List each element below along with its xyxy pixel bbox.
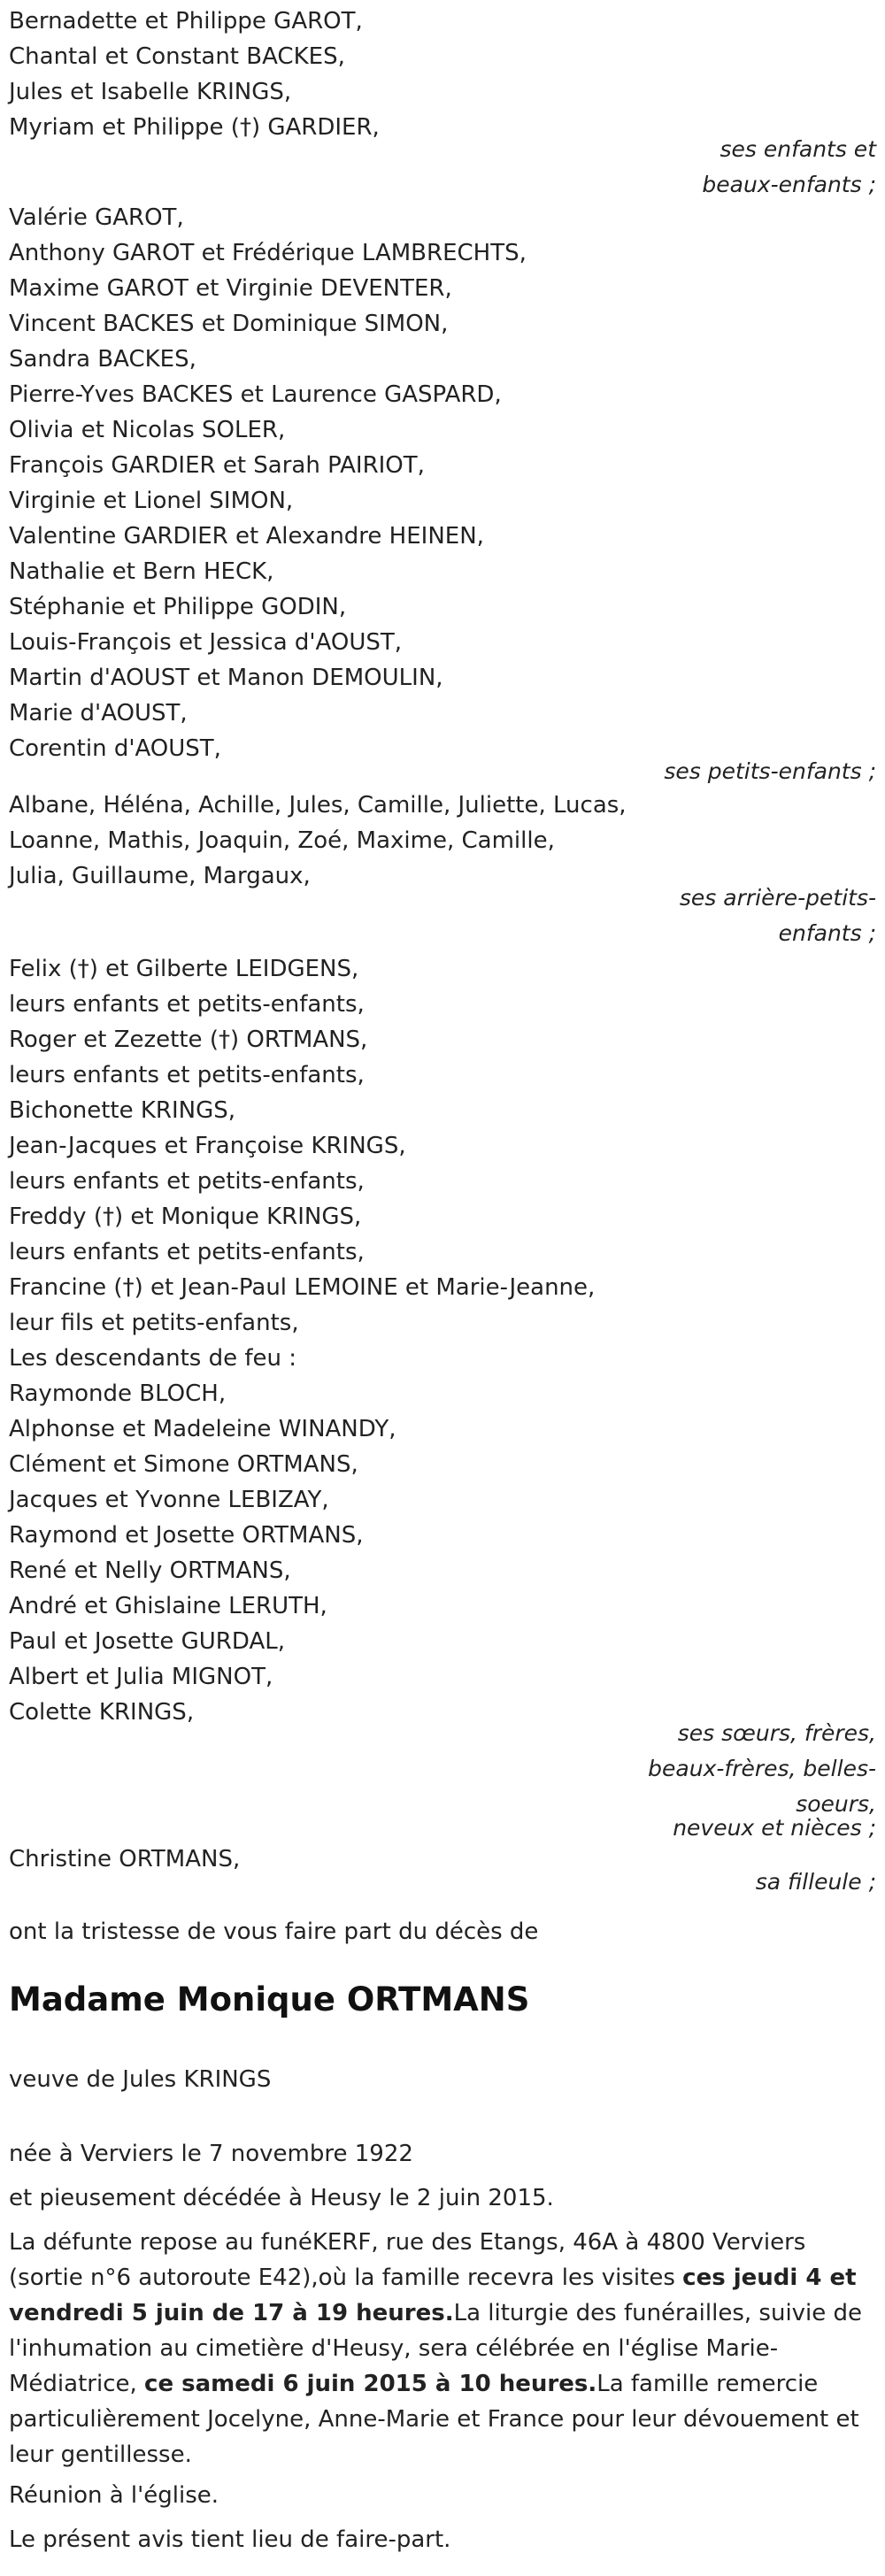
grandchild-name: Corentin d'AOUST, <box>9 735 221 762</box>
grandchild-name: Louis-François et Jessica d'AOUST, <box>9 629 403 656</box>
great-grandchild-names: Loanne, Mathis, Joaquin, Zoé, Maxime, Camille, <box>9 827 555 854</box>
grandchild-name: Pierre-Yves BACKES et Laurence GASPARD, <box>9 381 502 408</box>
sibling-name: Jacques et Yvonne LEBIZAY, <box>9 1487 329 1513</box>
sibling-name: André et Ghislaine LERUTH, <box>9 1593 327 1619</box>
sibling-name: Alphonse et Madeleine WINANDY, <box>9 1416 396 1442</box>
great-grandchildren-role: ses arrière-petits- <box>679 885 876 911</box>
grandchild-name: Marie d'AOUST, <box>9 700 188 727</box>
grandchild-name: Martin d'AOUST et Manon DEMOULIN, <box>9 665 443 691</box>
children-role: beaux-enfants ; <box>702 172 876 197</box>
visit-days-text: ces jeudi 4 et vendredi 5 juin de 17 à 19 heures. <box>9 2265 857 2326</box>
sibling-name: Les descendants de feu : <box>9 1345 296 1372</box>
great-grandchild-names: Albane, Héléna, Achille, Jules, Camille, Juliette, Lucas, <box>9 792 627 819</box>
goddaughter-name: Christine ORTMANS, <box>9 1846 241 1872</box>
notice-text: Le présent avis tient lieu de faire-part. <box>9 2526 451 2553</box>
sibling-name: leur fils et petits-enfants, <box>9 1310 299 1336</box>
grandchild-name: Maxime GAROT et Virginie DEVENTER, <box>9 275 452 302</box>
great-grandchildren-role: enfants ; <box>778 920 876 946</box>
birth-text: née à Verviers le 7 novembre 1922 <box>9 2141 413 2167</box>
sibling-name: Raymond et Josette ORTMANS, <box>9 1522 364 1549</box>
sibling-name: leurs enfants et petits-enfants, <box>9 1239 365 1265</box>
siblings-role: ses sœurs, frères, <box>677 1720 876 1746</box>
grandchild-name: Olivia et Nicolas SOLER, <box>9 417 286 443</box>
sibling-name: Roger et Zezette (†) ORTMANS, <box>9 1027 368 1053</box>
siblings-role: beaux-frères, belles- <box>648 1756 876 1781</box>
reunion-text: Réunion à l'église. <box>9 2482 219 2509</box>
grandchild-name: Nathalie et Bern HECK, <box>9 558 274 585</box>
siblings-role: neveux et nièces ; <box>673 1815 876 1841</box>
sibling-name: leurs enfants et petits-enfants, <box>9 991 365 1018</box>
grandchild-name: Virginie et Lionel SIMON, <box>9 488 294 514</box>
sibling-name: leurs enfants et petits-enfants, <box>9 1168 365 1195</box>
funeral-details-paragraph <box>9 2225 881 2472</box>
sibling-name: Paul et Josette GURDAL, <box>9 1628 285 1655</box>
great-grandchild-names: Julia, Guillaume, Margaux, <box>9 863 311 889</box>
widow-of-text: veuve de Jules KRINGS <box>9 2066 272 2093</box>
sibling-name: Bichonette KRINGS, <box>9 1097 236 1124</box>
sibling-name: Colette KRINGS, <box>9 1699 195 1726</box>
grandchild-name: François GARDIER et Sarah PAIRIOT, <box>9 452 425 479</box>
child-name: Jules et Isabelle KRINGS, <box>9 79 292 105</box>
rest-location-text: La défunte repose au funéKERF, rue des Etangs, 46A à 4800 Verviers (sortie n°6 autoroute E42),où la famille recevra les visites <box>9 2229 806 2291</box>
child-name: Chantal et Constant BACKES, <box>9 43 345 70</box>
sibling-name: leurs enfants et petits-enfants, <box>9 1062 365 1088</box>
announcement-text: ont la tristesse de vous faire part du décès de <box>9 1919 539 1945</box>
thanks-text: La famille remercie particulièrement Jocelyne, Anne-Marie et France pour leur dévouement et leur gentillesse. <box>9 2371 859 2468</box>
children-role: ses enfants et <box>720 136 876 162</box>
deceased-name-title: Madame Monique ORTMANS <box>9 1980 530 2019</box>
child-name: Bernadette et Philippe GAROT, <box>9 8 363 35</box>
goddaughter-role: sa filleule ; <box>755 1869 876 1895</box>
sibling-name: Raymonde BLOCH, <box>9 1380 227 1407</box>
sibling-name: Albert et Julia MIGNOT, <box>9 1664 273 1690</box>
grandchild-name: Vincent BACKES et Dominique SIMON, <box>9 311 449 337</box>
sibling-name: René et Nelly ORTMANS, <box>9 1557 291 1584</box>
sibling-name: Freddy (†) et Monique KRINGS, <box>9 1203 362 1230</box>
sibling-name: Felix (†) et Gilberte LEIDGENS, <box>9 956 359 982</box>
death-text: et pieusement décédée à Heusy le 2 juin 2015. <box>9 2185 554 2211</box>
liturgy-date-text: ce samedi 6 juin 2015 à 10 heures. <box>144 2371 597 2397</box>
grandchild-name: Valentine GARDIER et Alexandre HEINEN, <box>9 523 484 550</box>
sibling-name: Jean-Jacques et Françoise KRINGS, <box>9 1133 406 1159</box>
grandchild-name: Valérie GAROT, <box>9 204 184 231</box>
grandchild-name: Anthony GAROT et Frédérique LAMBRECHTS, <box>9 240 527 266</box>
child-name: Myriam et Philippe (†) GARDIER, <box>9 114 380 141</box>
sibling-name: Clément et Simone ORTMANS, <box>9 1451 358 1478</box>
siblings-role: soeurs, <box>796 1791 876 1817</box>
liturgy-text: La liturgie des funérailles, suivie de l'inhumation au cimetière d'Heusy, sera célébrée en l'église Marie-Médiatrice, <box>9 2300 863 2397</box>
grandchild-name: Stéphanie et Philippe GODIN, <box>9 594 347 620</box>
grandchild-name: Sandra BACKES, <box>9 346 196 373</box>
sibling-name: Francine (†) et Jean-Paul LEMOINE et Marie-Jeanne, <box>9 1274 596 1301</box>
grandchildren-role: ses petits-enfants ; <box>664 758 876 784</box>
